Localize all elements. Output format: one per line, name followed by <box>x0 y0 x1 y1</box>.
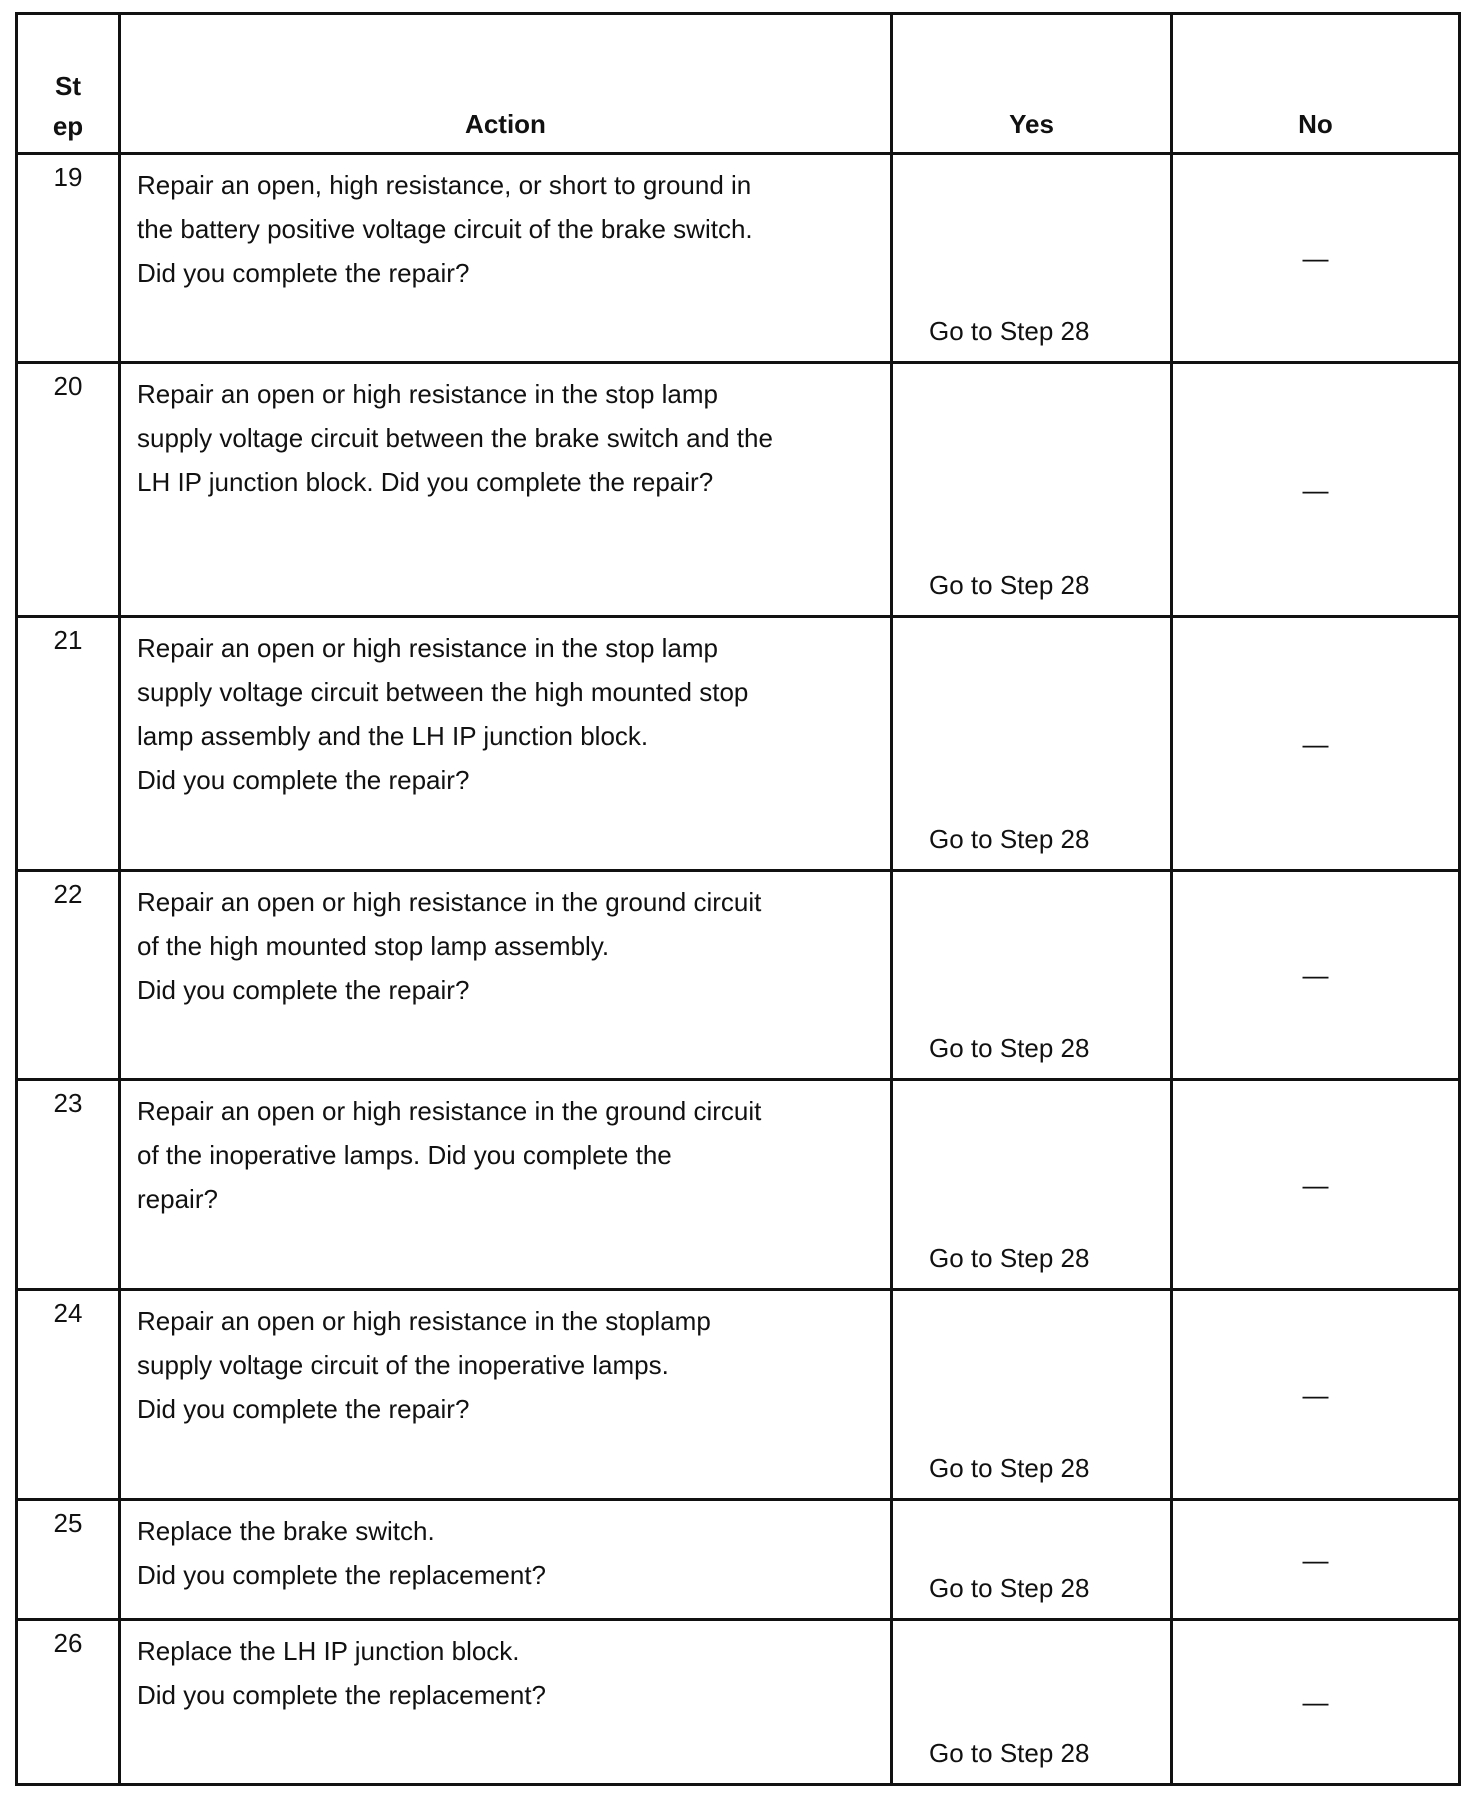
action-line: lamp assembly and the LH IP junction block. <box>137 721 649 751</box>
no-result: — <box>1172 1080 1460 1290</box>
action-line: Did you complete the repair? <box>137 975 470 1005</box>
header-action: Action <box>120 14 892 154</box>
action-cell <box>120 871 892 1080</box>
table-row <box>17 154 1460 363</box>
yes-result: Go to Step 28 <box>892 617 1172 871</box>
no-result: — <box>1172 1620 1460 1785</box>
header-yes: Yes <box>892 14 1172 154</box>
header-step-line1: St <box>55 71 81 101</box>
yes-result: Go to Step 28 <box>892 363 1172 617</box>
action-line: Replace the LH IP junction block. <box>137 1636 520 1666</box>
no-result: — <box>1172 1290 1460 1500</box>
action-cell <box>120 1500 892 1620</box>
header-step <box>17 14 120 154</box>
action-cell <box>120 1290 892 1500</box>
no-result: — <box>1172 363 1460 617</box>
action-cell <box>120 363 892 617</box>
action-cell <box>120 1080 892 1290</box>
step-number: 26 <box>17 1620 120 1785</box>
action-line: the battery positive voltage circuit of the brake switch. <box>137 214 753 244</box>
action-line: Did you complete the replacement? <box>137 1560 547 1590</box>
action-line: supply voltage circuit of the inoperative lamps. <box>137 1350 669 1380</box>
action-line: Did you complete the repair? <box>137 1394 470 1424</box>
action-line: Repair an open or high resistance in the stop lamp <box>137 633 719 663</box>
yes-result: Go to Step 28 <box>892 871 1172 1080</box>
table-row <box>17 1080 1460 1290</box>
yes-result: Go to Step 28 <box>892 154 1172 363</box>
table-row <box>17 871 1460 1080</box>
action-line: of the inoperative lamps. Did you complete the <box>137 1140 672 1170</box>
step-number: 20 <box>17 363 120 617</box>
action-line: supply voltage circuit between the brake switch and the <box>137 423 773 453</box>
action-line: Repair an open or high resistance in the stop lamp <box>137 379 719 409</box>
action-line: LH IP junction block. Did you complete the repair? <box>137 467 714 497</box>
action-line: repair? <box>137 1184 218 1214</box>
action-cell <box>120 617 892 871</box>
table-row <box>17 1500 1460 1620</box>
yes-result: Go to Step 28 <box>892 1620 1172 1785</box>
action-line: Did you complete the repair? <box>137 765 470 795</box>
action-cell <box>120 154 892 363</box>
action-line: Repair an open, high resistance, or short to ground in <box>137 170 752 200</box>
table-row <box>17 1620 1460 1785</box>
action-line: Did you complete the repair? <box>137 258 470 288</box>
step-number: 22 <box>17 871 120 1080</box>
table-row <box>17 1290 1460 1500</box>
yes-result: Go to Step 28 <box>892 1080 1172 1290</box>
action-cell <box>120 1620 892 1785</box>
action-line: Repair an open or high resistance in the stoplamp <box>137 1306 711 1336</box>
action-line: Repair an open or high resistance in the ground circuit <box>137 887 762 917</box>
action-line: Replace the brake switch. <box>137 1516 435 1546</box>
action-line: Did you complete the replacement? <box>137 1680 547 1710</box>
no-result: — <box>1172 1500 1460 1620</box>
table-row <box>17 363 1460 617</box>
action-line: supply voltage circuit between the high mounted stop <box>137 677 749 707</box>
yes-result: Go to Step 28 <box>892 1500 1172 1620</box>
yes-result: Go to Step 28 <box>892 1290 1172 1500</box>
step-number: 19 <box>17 154 120 363</box>
diagnostic-table <box>15 12 1461 1786</box>
step-number: 25 <box>17 1500 120 1620</box>
action-line: Repair an open or high resistance in the ground circuit <box>137 1096 762 1126</box>
step-number: 24 <box>17 1290 120 1500</box>
action-line: of the high mounted stop lamp assembly. <box>137 931 610 961</box>
step-number: 23 <box>17 1080 120 1290</box>
table-row <box>17 617 1460 871</box>
header-step-line2: ep <box>52 111 84 141</box>
header-no: No <box>1172 14 1460 154</box>
no-result: — <box>1172 154 1460 363</box>
header-row <box>17 14 1460 154</box>
step-number: 21 <box>17 617 120 871</box>
no-result: — <box>1172 871 1460 1080</box>
no-result: — <box>1172 617 1460 871</box>
